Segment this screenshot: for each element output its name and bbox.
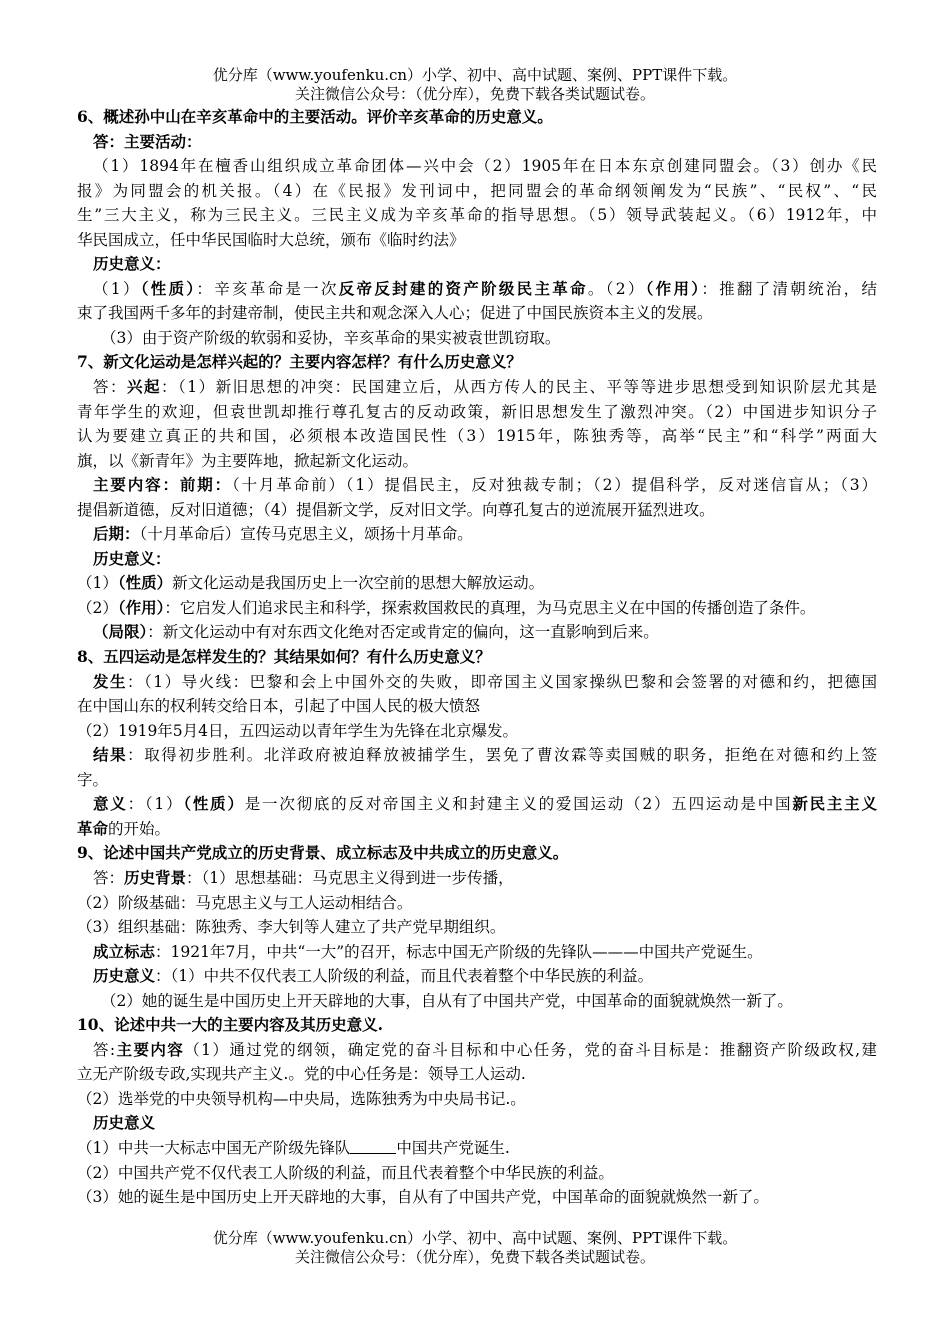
q9-significance-line: （2）她的诞生是中国历史上开天辟地的大事，自从有了中国共产党，中国革命的面貌就焕然一新了。 [101,991,793,1010]
fill-in-blank [350,1139,396,1154]
text-run: 兴起 [127,377,161,397]
text-run: 答： [93,868,125,887]
header-banner [0,66,950,104]
q7-significance-label: 历史意义： [93,548,171,568]
q7-rise-line: 认为要建立真正的共和国，必须根本改造国民性（3）1915年，陈独秀等，高举“民主”和“科学”两面大 [77,427,877,446]
q9-background-line [77,866,877,891]
q9-significance-line [77,964,877,989]
text-run: ：辛亥革命是一次 [196,279,339,298]
text-run: 意义 [93,794,128,814]
text-run: ：（1）新旧思想的冲突：民国建立后，从西方传人的民主、平等等进步思想受到知识阶层尤其是 [161,378,877,397]
text-run: ：它启发人们追求民主和科学，探索救国救民的真理，为马克思主义在中国的传播创造了条件。 [164,598,816,617]
q7-rise-line: 旗，以《新青年》为主要阵地，掀起新文化运动。 [77,451,419,470]
text-run: ：（1） [127,795,184,814]
q10-significance-label: 历史意义 [93,1113,156,1133]
text-run: ：取得初步胜利。北洋政府被迫释放被捕学生，罢免了曹汝霖等卖国贼的职务，拒绝在对德和约上签 [127,746,877,765]
text-run: 答： [93,378,127,397]
question-10-title: 10、论述中共一大的主要内容及其历史意义. [77,1015,383,1035]
q6-activities-line: 华民国成立，任中华民国临时大总统，颁布《临时约法》 [77,230,465,249]
text-run: ：（1）导火线：巴黎和会上中国外交的失败，即帝国主义国家操纵巴黎和会签署的对德和约，把德国 [127,672,877,691]
q9-background-line: （3）组织基础：陈独秀、李大钊等人建立了共产党早期组织。 [77,918,506,937]
text-run: 结果 [93,745,128,765]
q7-rise-line: 青年学生的欢迎，但袁世凯却推行尊孔复古的反动政策，新旧思想发生了激烈冲突。（2）中国进步知识分子 [77,402,877,421]
q6-significance-line: 束了我国两千多年的封建帝制，使民主共和观念深入人心；促进了中国民族资本主义的发展。 [77,304,713,323]
q8-origin-line: 在中国山东的权利转交给日本，引起了中国人民的极大愤怒 [77,697,481,716]
q7-significance-line [77,571,877,596]
text-run: ：1921年7月，中共“一大”的召开，标志中国无产阶级的先锋队———中国共产党诞生。 [155,942,763,961]
q7-significance-line [77,596,877,621]
text-run: 革命 [77,818,109,838]
q6-activities-label: 答：主要活动： [93,131,202,151]
q7-rise-line [77,375,877,400]
text-run: ：新文化运动中有对东西文化绝对否定或肯定的偏向，这一直影响到后来。 [147,623,659,642]
q6-significance-line [77,277,877,302]
q8-meaning-line [77,817,877,842]
text-run: （1） [93,279,141,298]
text-run: （性质） [117,573,173,593]
q10-content-line [77,1038,877,1063]
text-run: ：推翻了清朝统治，结 [701,279,877,298]
q7-significance-line [77,620,877,645]
text-run: 答: [93,1040,116,1059]
text-run: 的开始。 [108,819,171,838]
q6-significance-label: 历史意义： [93,254,171,274]
q6-activities-line: 生”三大主义，称为三民主义。三民主义成为辛亥革命的指导思想。（5）领导武装起义。（6）1912年，中 [77,206,877,225]
q6-activities-line: （1）1894年在檀香山组织成立革命团体—兴中会（2）1905年在日本东京创建同盟会。（3）创办《民 [93,157,877,176]
header-line-1: 优分库（www.youfenku.cn）小学、初中、高中试题、案例、PPT课件下载。 [212,66,738,84]
q7-content-line: 提倡新道德，反对旧道德；（4）提倡新文学，反对旧文学。向尊孔复古的逆流展开猛烈进攻。 [77,500,715,519]
text-run: 历史背景 [124,867,187,887]
text-run: 。（2） [587,279,646,298]
question-8-title: 8、五四运动是怎样发生的？其结果如何？有什么历史意义？ [77,647,491,667]
text-run: 成立标志 [93,941,156,961]
q9-founding-line [77,940,877,965]
footer-line-1: 优分库（www.youfenku.cn）小学、初中、高中试题、案例、PPT课件下载。 [212,1229,738,1247]
text-run: （1）通过党的纲领，确定党的奋斗目标和中心任务，党的奋斗目标是：推翻资产阶级政权,建 [184,1040,877,1059]
text-run: ：（1）思想基础：马克思主义得到进一步传播， [186,868,514,887]
text-run: （性质） [183,794,245,814]
text-run: 历史意义 [93,966,156,986]
q7-content-line [77,473,877,498]
text-run: （十月革命前）（1）提倡民主，反对独裁专制；（2）提倡科学，反对迷信盲从；（3） [231,476,877,495]
text-run: （作用） [645,278,702,298]
text-run: 反帝反封建的资产阶级民主革命 [338,278,588,298]
q10-content-line: （2）选举党的中央领导机构—中央局，选陈独秀为中央局书记.。 [77,1089,526,1108]
text-run: 是一次彻底的反对帝国主义和封建主义的爱国运动（2）五四运动是中国 [244,795,793,814]
q8-result-line: 字。 [77,770,109,789]
text-run: 后期： [93,524,140,544]
text-run: ：（1）中共不仅代表工人阶级的利益，而且代表着整个中华民族的利益。 [155,967,654,986]
text-run: 新文化运动是我国历史上一次空前的思想大解放运动。 [172,574,545,593]
text-run: 中国共产党诞生. [396,1138,510,1157]
q9-background-line: （2）阶级基础：马克思主义与工人运动相结合。 [77,893,413,912]
text-run: 主要内容 [115,1039,185,1059]
footer-banner [0,1229,950,1267]
text-run: 主要内容：前期： [93,475,232,495]
text-run: （性质） [140,278,197,298]
text-run: 发生 [93,671,127,691]
text-run: （作用） [117,597,165,617]
q8-origin-line: （2）1919年5月4日，五四运动以青年学生为先锋在北京爆发。 [77,721,519,740]
text-run: （十月革命后）宣传马克思主义，颂扬十月革命。 [139,525,473,544]
q10-significance-line: （3）她的诞生是中国历史上开天辟地的大事，自从有了中国共产党，中国革命的面貌就焕然一新了。 [77,1188,769,1207]
q10-content-line: 立无产阶级专政,实现共产主义.。党的中心任务是：领导工人运动. [77,1065,526,1084]
text-run: 新民主主义 [792,794,877,814]
text-run: （局限） [93,622,148,642]
document-body [77,105,877,1210]
q10-significance-line [77,1136,877,1161]
q8-meaning-line [77,792,877,817]
question-6-title: 6、概述孙中山在辛亥革命中的主要活动。评价辛亥革命的历史意义。 [77,107,553,126]
q7-later-line [77,522,877,547]
q8-origin-line [77,670,877,695]
text-run: （2） [77,598,118,617]
q10-significance-line: （2）中国共产党不仅代表工人阶级的利益，而且代表着整个中华民族的利益。 [77,1163,614,1182]
text-run: （1） [77,574,118,593]
header-line-2: 关注微信公众号：（优分库），免费下载各类试题试卷。 [294,85,655,103]
q6-significance-line: （3）由于资产阶级的软弱和妥协，辛亥革命的果实被袁世凯窃取。 [101,328,561,347]
footer-line-2: 关注微信公众号：（优分库），免费下载各类试题试卷。 [294,1248,655,1266]
question-9-title: 9、论述中国共产党成立的历史背景、成立标志及中共成立的历史意义。 [77,843,569,863]
text-run: （1）中共一大标志中国无产阶级先锋队 [77,1138,351,1157]
question-7-title: 7、新文化运动是怎样兴起的？主要内容怎样？有什么历史意义？ [77,352,522,372]
q8-result-line [77,743,877,768]
q6-activities-line: 报》为同盟会的机关报。（4）在《民报》发刊词中，把同盟会的革命纲领阐发为“民族”、“民权”、“民 [77,181,877,200]
